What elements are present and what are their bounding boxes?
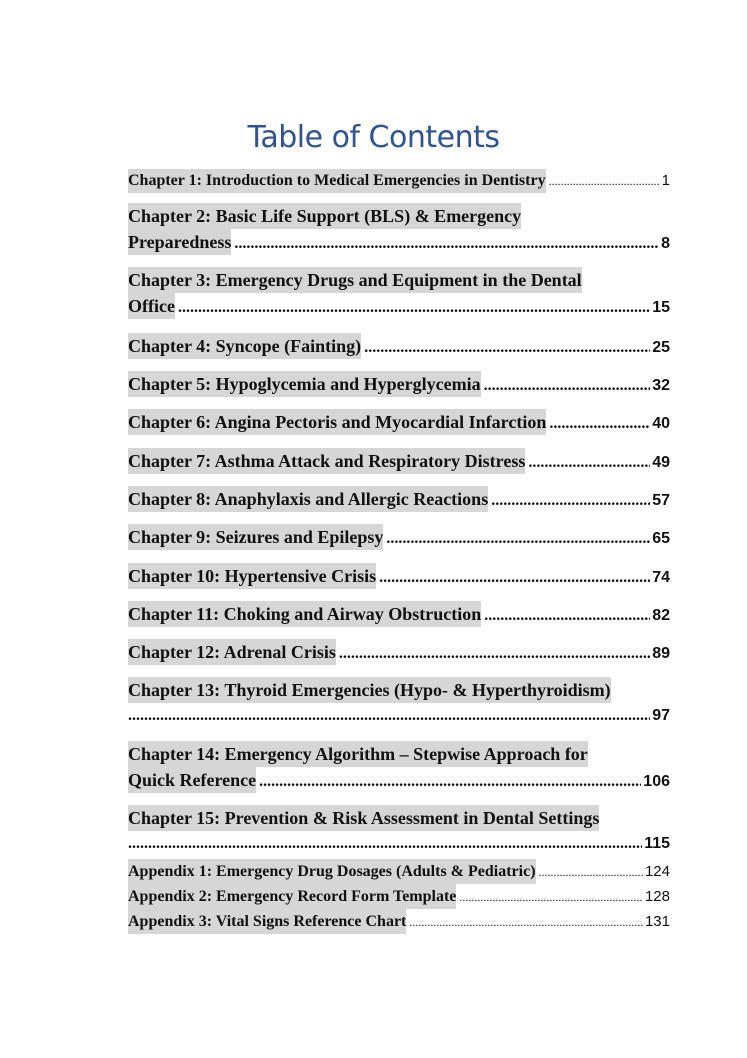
toc-entry-chapter-8[interactable] xyxy=(128,486,670,514)
toc-page-number[interactable]: 124 xyxy=(644,863,670,880)
dot-leader xyxy=(379,565,650,591)
toc-entry-chapter-10[interactable] xyxy=(128,563,670,591)
toc-page-number[interactable]: 106 xyxy=(643,773,670,790)
page-title: Table of Contents xyxy=(247,120,500,155)
toc-entry-chapter-11[interactable] xyxy=(128,601,670,629)
dot-leader xyxy=(491,488,650,514)
toc-entry-label[interactable]: Chapter 12: Adrenal Crisis xyxy=(128,639,336,665)
toc-entry-label[interactable]: Chapter 10: Hypertensive Crisis xyxy=(128,563,376,589)
toc-page-number[interactable]: 8 xyxy=(661,235,670,252)
toc-entry-chapter-13[interactable] xyxy=(128,677,670,729)
toc-entry-label[interactable]: Appendix 3: Vital Signs Reference Chart xyxy=(128,909,406,934)
dot-leader xyxy=(549,411,650,437)
toc-page-number[interactable]: 1 xyxy=(661,172,670,189)
toc-entry-label-line1[interactable]: Chapter 3: Emergency Drugs and Equipment in the Dental xyxy=(128,267,582,293)
toc-page-number[interactable]: 82 xyxy=(652,607,670,624)
toc-entry-label[interactable]: Chapter 5: Hypoglycemia and Hyperglycemia xyxy=(128,371,481,397)
toc-entry-label[interactable]: Chapter 11: Choking and Airway Obstruction xyxy=(128,601,481,627)
dot-leader xyxy=(339,641,650,667)
toc-entry-label-line1[interactable]: Chapter 13: Thyroid Emergencies (Hypo- & Hyperthyroidism) xyxy=(128,677,611,703)
toc-entry-label-line1[interactable]: Chapter 14: Emergency Algorithm – Stepwise Approach for xyxy=(128,741,588,767)
toc-entry-label[interactable]: Appendix 1: Emergency Drug Dosages (Adults & Pediatric) xyxy=(128,859,536,884)
toc-page-number[interactable]: 57 xyxy=(652,492,670,509)
toc-page-number[interactable]: 115 xyxy=(644,835,670,852)
toc-page-number[interactable]: 65 xyxy=(652,530,670,547)
toc-entry-chapter-7[interactable] xyxy=(128,448,670,476)
dot-leader xyxy=(178,295,650,321)
toc-entry-appendix-2[interactable] xyxy=(128,884,670,910)
toc-page-number[interactable]: 128 xyxy=(644,888,670,905)
toc-entry-chapter-12[interactable] xyxy=(128,639,670,667)
toc-entry-label[interactable]: Chapter 1: Introduction to Medical Emergencies in Dentistry xyxy=(128,169,546,193)
toc-entry-label[interactable]: Chapter 7: Asthma Attack and Respiratory Distress xyxy=(128,448,525,474)
toc-entry-label[interactable]: Chapter 4: Syncope (Fainting) xyxy=(128,333,361,359)
toc-page-number[interactable]: 49 xyxy=(652,454,670,471)
toc-entry-chapter-1[interactable] xyxy=(128,169,670,193)
dot-leader xyxy=(259,769,641,795)
toc-entry-appendix-3[interactable] xyxy=(128,909,670,935)
dot-leader xyxy=(409,910,643,935)
toc-entry-chapter-4[interactable] xyxy=(128,333,670,361)
dot-leader xyxy=(128,703,650,729)
toc-entry-label[interactable]: Chapter 6: Angina Pectoris and Myocardial Infarction xyxy=(128,409,546,435)
toc-page-number[interactable]: 25 xyxy=(652,339,670,356)
toc-entry-chapter-2[interactable] xyxy=(128,203,670,257)
toc-entry-label[interactable]: Appendix 2: Emergency Record Form Template xyxy=(128,884,456,909)
toc-entry-label-line2[interactable]: Quick Reference xyxy=(128,767,256,793)
dot-leader xyxy=(539,860,643,885)
dot-leader xyxy=(549,169,660,193)
dot-leader xyxy=(234,231,659,257)
toc-entry-label-line2[interactable]: Office xyxy=(128,293,175,319)
toc-entry-appendix-1[interactable] xyxy=(128,859,670,885)
dot-leader xyxy=(386,526,650,552)
toc-page-number[interactable]: 131 xyxy=(644,913,670,930)
dot-leader xyxy=(484,603,650,629)
toc-entry-chapter-5[interactable] xyxy=(128,371,670,399)
dot-leader xyxy=(128,831,642,857)
toc-entry-chapter-3[interactable] xyxy=(128,267,670,321)
toc-entry-label[interactable]: Chapter 9: Seizures and Epilepsy xyxy=(128,524,383,550)
toc-page-number[interactable]: 40 xyxy=(652,415,670,432)
toc-page-number[interactable]: 89 xyxy=(652,645,670,662)
dot-leader xyxy=(484,373,651,399)
dot-leader xyxy=(364,335,650,361)
toc-entry-chapter-15[interactable] xyxy=(128,805,670,857)
toc-page-number[interactable]: 15 xyxy=(652,299,670,316)
toc-entry-label-line2[interactable]: Preparedness xyxy=(128,229,231,255)
toc-entry-chapter-9[interactable] xyxy=(128,524,670,552)
dot-leader xyxy=(459,885,643,910)
toc-page-number[interactable]: 97 xyxy=(652,707,670,724)
toc-entry-chapter-6[interactable] xyxy=(128,409,670,437)
toc-page-number[interactable]: 32 xyxy=(652,377,670,394)
dot-leader xyxy=(528,450,650,476)
toc-entry-label-line1[interactable]: Chapter 2: Basic Life Support (BLS) & Emergency xyxy=(128,203,521,229)
toc-entry-chapter-14[interactable] xyxy=(128,741,670,795)
toc-entry-label-line1[interactable]: Chapter 15: Prevention & Risk Assessment in Dental Settings xyxy=(128,805,599,831)
toc-entry-label[interactable]: Chapter 8: Anaphylaxis and Allergic Reactions xyxy=(128,486,488,512)
toc-page-number[interactable]: 74 xyxy=(652,569,670,586)
